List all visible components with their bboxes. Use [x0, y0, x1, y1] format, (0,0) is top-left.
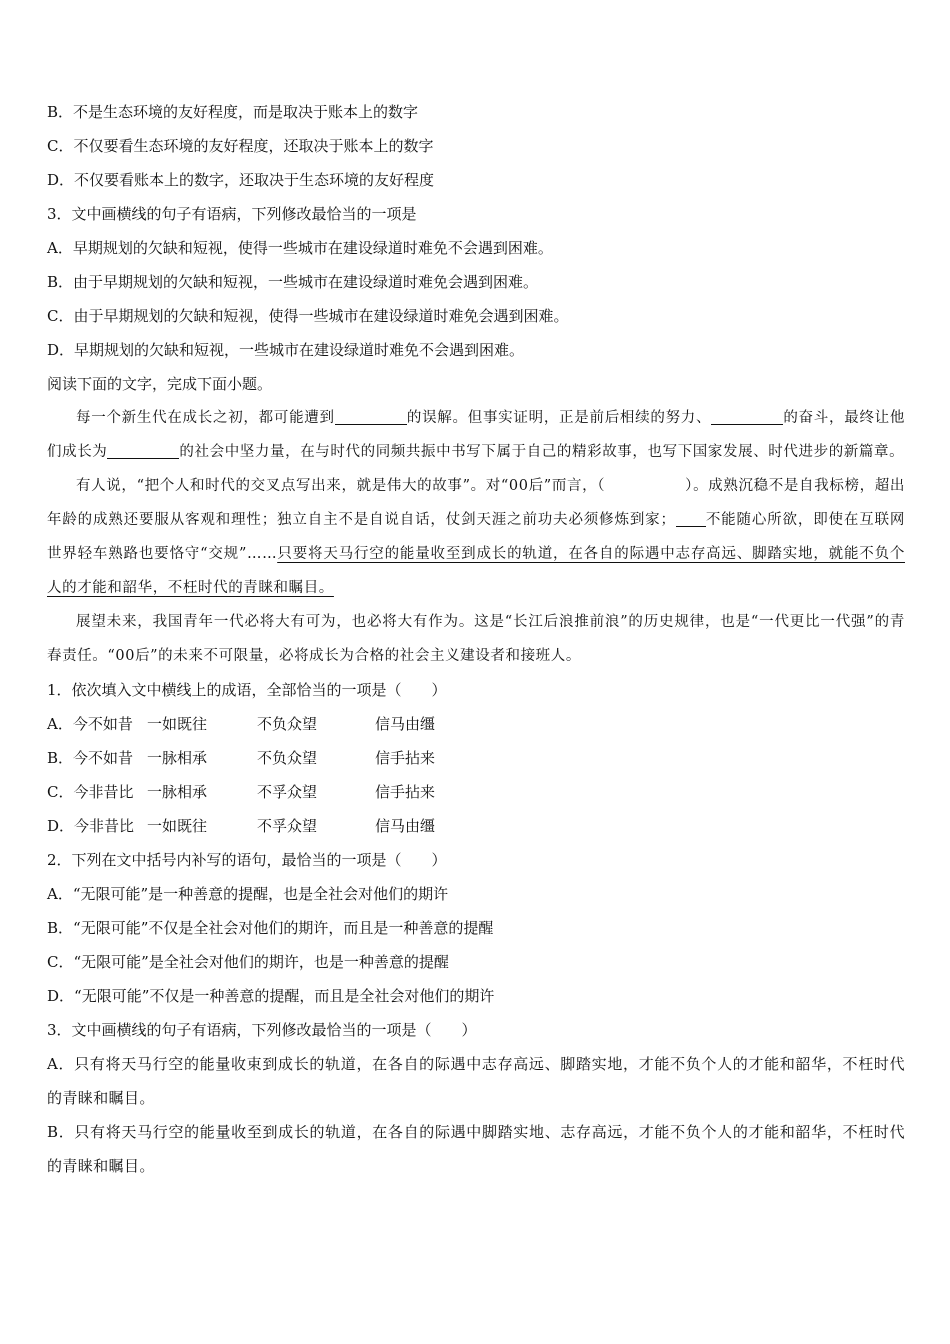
q2-option-d: D．“无限可能”不仅是一种善意的提醒，而且是全社会对他们的期许	[47, 987, 495, 1005]
q3-option-b: B．只有将天马行空的能量收至到成长的轨道，在各自的际遇中脚踏实地、志存高远，才能不负个人的才能和韶华，不枉时代的青睐和瞩目。	[47, 1123, 905, 1175]
q3-option-a: A．只有将天马行空的能量收束到成长的轨道，在各自的际遇中志存高远、脚踏实地，才能不负个人的才能和韶华，不枉时代的青睐和瞩目。	[47, 1055, 905, 1107]
passage-paragraph-3: 展望未来，我国青年一代必将大有可为，也必将大有作为。这是“长江后浪推前浪”的历史规律，也是“一代更比一代强”的青春责任。“00后”的未来不可限量，必将成长为合格的社会主义建设者和接班人。	[47, 614, 905, 664]
q1-option-c: C．今非昔比 一脉相承 不孚众望 信手拈来	[47, 783, 436, 801]
fill-blank-4	[676, 512, 706, 528]
prev-q3-option-c: C．由于早期规划的欠缺和短视，使得一些城市在建设绿道时难免会遇到困难。	[47, 307, 569, 325]
q2-stem: 2．下列在文中括号内补写的语句，最恰当的一项是（ ）	[47, 851, 447, 869]
passage-paragraph-1: 每一个新生代在成长之初，都可能遭到 的误解。但事实证明，正是前后相续的努力、 的奋斗，最终让他们成长为 的社会中坚力量，在与时代的同频共振中书写下属于自己的精彩故事，也写下国家发展、时代进步的新篇章。	[47, 410, 906, 460]
prev-q3-stem: 3．文中画横线的句子有语病，下列修改最恰当的一项是	[47, 205, 417, 223]
q1-option-d: D．今非昔比 一如既往 不孚众望 信马由缰	[47, 817, 436, 835]
q1-option-b: B．今不如昔 一脉相承 不负众望 信手拈来	[47, 749, 436, 767]
prev-q2-option-c: C．不仅要看生态环境的友好程度，还取决于账本上的数字	[47, 137, 434, 155]
prev-q3-option-b: B．由于早期规划的欠缺和短视，一些城市在建设绿道时难免会遇到困难。	[47, 273, 539, 291]
q1-option-a: A．今不如昔 一如既往 不负众望 信马由缰	[47, 715, 436, 733]
reading-passage	[47, 401, 905, 673]
q3-stem: 3．文中画横线的句子有语病，下列修改最恰当的一项是（ ）	[47, 1021, 477, 1039]
q2-option-c: C．“无限可能”是全社会对他们的期许，也是一种善意的提醒	[47, 953, 449, 971]
prev-q3-option-a: A．早期规划的欠缺和短视，使得一些城市在建设绿道时难免不会遇到困难。	[47, 239, 553, 257]
document-page	[47, 95, 905, 1183]
fill-blank-1	[335, 410, 407, 426]
q1-stem: 1．依次填入文中横线上的成语，全部恰当的一项是（ ）	[47, 681, 447, 699]
fill-blank-2	[711, 410, 783, 426]
prev-q2-option-b: B．不是生态环境的友好程度，而是取决于账本上的数字	[47, 103, 419, 121]
passage-paragraph-2: 有人说，“把个人和时代的交叉点写出来，就是伟大的故事”。对“00后”而言，（ ）。成熟沉稳不是自我标榜，超出年龄的成熟还要服从客观和理性；独立自主不是自说自话，仗剑天涯之前功夫必须修炼到家； 不能随心所欲，即使在互联网世界轻车熟路也要恪守“交规”……只要将天马行空的能量收至到成长的轨道，在各自的际遇中志存高远、脚踏实地，就能不负个人的才能和韶华，不枉时代的青睐和瞩目。	[47, 478, 906, 596]
q2-option-b: B．“无限可能”不仅是全社会对他们的期许，而且是一种善意的提醒	[47, 919, 494, 937]
prev-q3-option-d: D．早期规划的欠缺和短视，一些城市在建设绿道时难免不会遇到困难。	[47, 341, 525, 359]
underlined-sentence: 只要将天马行空的能量收至到成长的轨道，在各自的际遇中志存高远、脚踏实地，就能不负个人的才能和韶华，不枉时代的青睐和瞩目。	[47, 546, 905, 596]
q2-option-a: A．“无限可能”是一种善意的提醒，也是全社会对他们的期许	[47, 885, 449, 903]
reading-instruction: 阅读下面的文字，完成下面小题。	[47, 375, 273, 393]
prev-q2-option-d: D．不仅要看账本上的数字，还取决于生态环境的友好程度	[47, 171, 435, 189]
fill-blank-3	[107, 444, 179, 460]
